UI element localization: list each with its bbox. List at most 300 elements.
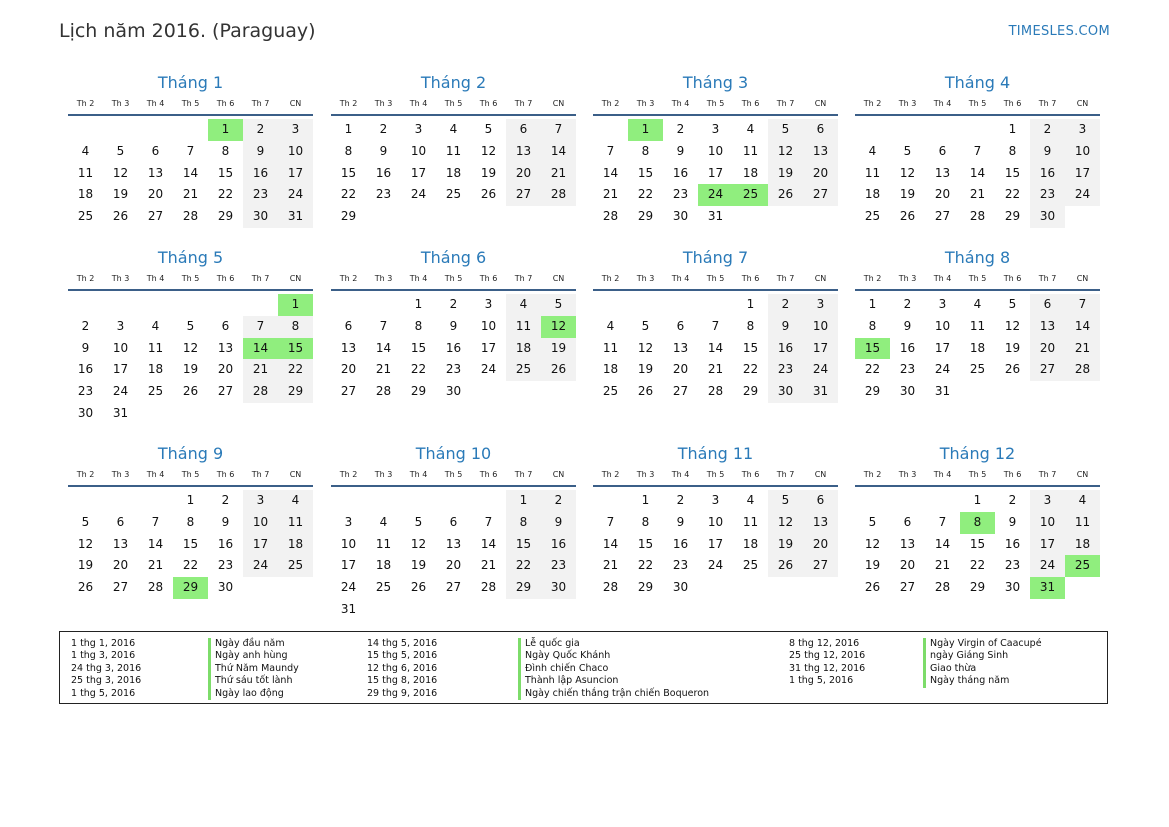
day-cell[interactable]: 27 [445,580,462,595]
day-cell[interactable]: 21 [969,187,986,202]
day-cell[interactable]: 10 [707,514,724,529]
day-cell[interactable]: 6 [221,318,230,333]
day-cell[interactable]: 15 [1004,165,1021,180]
day-cell[interactable]: 8 [1008,143,1017,158]
day-cell[interactable]: 26 [541,359,576,381]
day-cell[interactable]: 6 [676,318,685,333]
day-cell[interactable]: 29 [506,577,541,599]
day-cell[interactable]: 21 [1065,338,1100,360]
day-cell[interactable]: 16 [243,163,278,185]
day-cell[interactable]: 29 [637,209,654,224]
day-cell[interactable]: 31 [934,384,951,399]
day-cell[interactable]: 18 [742,536,759,551]
day-cell[interactable]: 17 [707,165,724,180]
day-cell[interactable]: 21 [541,163,576,185]
day-cell[interactable]: 20 [899,558,916,573]
day-cell[interactable]: 5 [116,143,125,158]
day-cell[interactable]: 8 [960,512,995,534]
day-cell[interactable]: 15 [410,340,427,355]
day-cell[interactable]: 10 [1065,141,1100,163]
day-cell[interactable]: 13 [147,165,164,180]
day-cell[interactable]: 26 [1004,362,1021,377]
day-cell[interactable]: 4 [746,493,755,507]
day-cell[interactable]: 25 [445,187,462,202]
day-cell[interactable]: 19 [410,558,427,573]
day-cell[interactable]: 1 [186,493,195,507]
day-cell[interactable]: 12 [768,141,803,163]
day-cell[interactable]: 1 [973,493,982,507]
day-cell[interactable]: 23 [541,555,576,577]
day-cell[interactable]: 24 [803,359,838,381]
day-cell[interactable]: 16 [672,165,689,180]
day-cell[interactable]: 11 [969,318,986,333]
day-cell[interactable]: 16 [445,340,462,355]
day-cell[interactable]: 8 [506,512,541,534]
day-cell[interactable]: 19 [480,165,497,180]
day-cell[interactable]: 18 [969,340,986,355]
day-cell[interactable]: 11 [506,316,541,338]
day-cell[interactable]: 7 [186,143,195,158]
day-cell[interactable]: 26 [637,384,654,399]
day-cell[interactable]: 16 [77,362,94,377]
day-cell[interactable]: 10 [340,536,357,551]
day-cell[interactable]: 25 [742,558,759,573]
day-cell[interactable]: 23 [672,187,689,202]
day-cell[interactable]: 4 [1065,490,1100,512]
day-cell[interactable]: 11 [602,340,619,355]
day-cell[interactable]: 3 [711,122,720,136]
day-cell[interactable]: 5 [484,122,493,136]
day-cell[interactable]: 11 [375,536,392,551]
day-cell[interactable]: 18 [602,362,619,377]
day-cell[interactable]: 30 [541,577,576,599]
day-cell[interactable]: 14 [182,165,199,180]
day-cell[interactable]: 14 [480,536,497,551]
day-cell[interactable]: 11 [445,143,462,158]
day-cell[interactable]: 27 [672,384,689,399]
day-cell[interactable]: 22 [969,558,986,573]
day-cell[interactable]: 8 [414,318,423,333]
day-cell[interactable]: 15 [855,338,890,360]
day-cell[interactable]: 5 [541,294,576,316]
day-cell[interactable]: 13 [112,536,129,551]
day-cell[interactable]: 10 [934,318,951,333]
day-cell[interactable]: 30 [243,206,278,228]
day-cell[interactable]: 13 [899,536,916,551]
day-cell[interactable]: 18 [375,558,392,573]
day-cell[interactable]: 15 [278,338,313,360]
day-cell[interactable]: 19 [899,187,916,202]
day-cell[interactable]: 18 [864,187,881,202]
day-cell[interactable]: 9 [1030,141,1065,163]
day-cell[interactable]: 31 [707,209,724,224]
day-cell[interactable]: 6 [449,514,458,529]
day-cell[interactable]: 20 [340,362,357,377]
day-cell[interactable]: 22 [637,187,654,202]
day-cell[interactable]: 30 [1004,580,1021,595]
day-cell[interactable]: 15 [637,165,654,180]
day-cell[interactable]: 16 [1004,536,1021,551]
day-cell[interactable]: 23 [445,362,462,377]
day-cell[interactable]: 23 [243,184,278,206]
day-cell[interactable]: 20 [672,362,689,377]
day-cell[interactable]: 13 [934,165,951,180]
day-cell[interactable]: 27 [147,209,164,224]
day-cell[interactable]: 3 [1065,119,1100,141]
day-cell[interactable]: 22 [410,362,427,377]
day-cell[interactable]: 21 [602,558,619,573]
day-cell[interactable]: 5 [186,318,195,333]
day-cell[interactable]: 17 [410,165,427,180]
day-cell[interactable]: 24 [1065,184,1100,206]
day-cell[interactable]: 4 [151,318,160,333]
day-cell[interactable]: 12 [182,340,199,355]
day-cell[interactable]: 4 [278,490,313,512]
day-cell[interactable]: 20 [445,558,462,573]
day-cell[interactable]: 28 [707,384,724,399]
day-cell[interactable]: 28 [480,580,497,595]
day-cell[interactable]: 20 [112,558,129,573]
day-cell[interactable]: 5 [768,119,803,141]
day-cell[interactable]: 3 [711,493,720,507]
day-cell[interactable]: 18 [77,187,94,202]
day-cell[interactable]: 29 [637,580,654,595]
day-cell[interactable]: 21 [182,187,199,202]
day-cell[interactable]: 27 [803,555,838,577]
day-cell[interactable]: 18 [1065,534,1100,556]
day-cell[interactable]: 5 [81,514,90,529]
day-cell[interactable]: 9 [903,318,912,333]
day-cell[interactable]: 30 [672,209,689,224]
day-cell[interactable]: 25 [77,209,94,224]
day-cell[interactable]: 19 [768,534,803,556]
day-cell[interactable]: 31 [340,601,357,616]
day-cell[interactable]: 11 [1065,512,1100,534]
day-cell[interactable]: 30 [768,381,803,403]
day-cell[interactable]: 10 [112,340,129,355]
day-cell[interactable]: 28 [243,381,278,403]
day-cell[interactable]: 29 [864,384,881,399]
day-cell[interactable]: 20 [803,163,838,185]
day-cell[interactable]: 12 [768,512,803,534]
day-cell[interactable]: 31 [278,206,313,228]
day-cell[interactable]: 2 [768,294,803,316]
day-cell[interactable]: 7 [379,318,388,333]
day-cell[interactable]: 17 [112,362,129,377]
day-cell[interactable]: 23 [375,187,392,202]
day-cell[interactable]: 22 [1004,187,1021,202]
day-cell[interactable]: 6 [803,119,838,141]
day-cell[interactable]: 22 [637,558,654,573]
day-cell[interactable]: 3 [803,294,838,316]
day-cell[interactable]: 22 [742,362,759,377]
day-cell[interactable]: 9 [379,143,388,158]
day-cell[interactable]: 25 [602,384,619,399]
day-cell[interactable]: 18 [445,165,462,180]
day-cell[interactable]: 29 [173,577,208,599]
day-cell[interactable]: 10 [278,141,313,163]
day-cell[interactable]: 6 [1030,294,1065,316]
day-cell[interactable]: 27 [112,580,129,595]
day-cell[interactable]: 5 [1008,297,1017,311]
day-cell[interactable]: 17 [934,340,951,355]
day-cell[interactable]: 3 [278,119,313,141]
day-cell[interactable]: 10 [480,318,497,333]
day-cell[interactable]: 3 [484,297,493,311]
day-cell[interactable]: 26 [899,209,916,224]
day-cell[interactable]: 7 [1065,294,1100,316]
day-cell[interactable]: 15 [969,536,986,551]
day-cell[interactable]: 11 [147,340,164,355]
day-cell[interactable]: 29 [278,381,313,403]
day-cell[interactable]: 21 [707,362,724,377]
day-cell[interactable]: 30 [77,405,94,420]
day-cell[interactable]: 3 [938,297,947,311]
day-cell[interactable]: 31 [112,405,129,420]
day-cell[interactable]: 27 [803,184,838,206]
day-cell[interactable]: 15 [506,534,541,556]
day-cell[interactable]: 29 [217,209,234,224]
day-cell[interactable]: 26 [480,187,497,202]
day-cell[interactable]: 21 [480,558,497,573]
day-cell[interactable]: 23 [768,359,803,381]
day-cell[interactable]: 27 [506,184,541,206]
day-cell[interactable]: 22 [217,187,234,202]
day-cell[interactable]: 2 [676,493,685,507]
day-cell[interactable]: 19 [768,163,803,185]
day-cell[interactable]: 12 [899,165,916,180]
day-cell[interactable]: 21 [147,558,164,573]
day-cell[interactable]: 13 [217,340,234,355]
day-cell[interactable]: 30 [1030,206,1065,228]
day-cell[interactable]: 9 [243,141,278,163]
day-cell[interactable]: 19 [637,362,654,377]
day-cell[interactable]: 26 [77,580,94,595]
day-cell[interactable]: 21 [375,362,392,377]
day-cell[interactable]: 10 [410,143,427,158]
day-cell[interactable]: 2 [541,490,576,512]
day-cell[interactable]: 2 [1008,493,1017,507]
day-cell[interactable]: 20 [1030,338,1065,360]
day-cell[interactable]: 10 [707,143,724,158]
day-cell[interactable]: 8 [641,143,650,158]
day-cell[interactable]: 2 [1030,119,1065,141]
day-cell[interactable]: 13 [340,340,357,355]
day-cell[interactable]: 17 [1065,163,1100,185]
day-cell[interactable]: 24 [1030,555,1065,577]
day-cell[interactable]: 9 [676,514,685,529]
day-cell[interactable]: 9 [541,512,576,534]
day-cell[interactable]: 11 [742,514,759,529]
day-cell[interactable]: 2 [243,119,278,141]
day-cell[interactable]: 25 [1065,555,1100,577]
day-cell[interactable]: 6 [938,143,947,158]
day-cell[interactable]: 18 [506,338,541,360]
day-cell[interactable]: 3 [1030,490,1065,512]
day-cell[interactable]: 3 [414,122,423,136]
day-cell[interactable]: 1 [208,119,243,141]
day-cell[interactable]: 29 [742,384,759,399]
day-cell[interactable]: 15 [217,165,234,180]
day-cell[interactable]: 1 [344,122,353,136]
day-cell[interactable]: 10 [243,512,278,534]
day-cell[interactable]: 24 [340,580,357,595]
day-cell[interactable]: 23 [672,558,689,573]
day-cell[interactable]: 25 [969,362,986,377]
day-cell[interactable]: 26 [182,384,199,399]
day-cell[interactable]: 12 [864,536,881,551]
day-cell[interactable]: 26 [112,209,129,224]
day-cell[interactable]: 28 [934,580,951,595]
day-cell[interactable]: 31 [803,381,838,403]
day-cell[interactable]: 13 [803,512,838,534]
day-cell[interactable]: 15 [340,165,357,180]
day-cell[interactable]: 6 [151,143,160,158]
day-cell[interactable]: 12 [410,536,427,551]
day-cell[interactable]: 8 [868,318,877,333]
day-cell[interactable]: 26 [864,580,881,595]
day-cell[interactable]: 10 [803,316,838,338]
day-cell[interactable]: 30 [672,580,689,595]
day-cell[interactable]: 24 [934,362,951,377]
day-cell[interactable]: 28 [1065,359,1100,381]
day-cell[interactable]: 7 [151,514,160,529]
day-cell[interactable]: 26 [410,580,427,595]
day-cell[interactable]: 17 [340,558,357,573]
day-cell[interactable]: 29 [340,209,357,224]
day-cell[interactable]: 19 [112,187,129,202]
day-cell[interactable]: 11 [278,512,313,534]
day-cell[interactable]: 12 [541,316,576,338]
day-cell[interactable]: 1 [278,294,313,316]
day-cell[interactable]: 5 [768,490,803,512]
day-cell[interactable]: 16 [672,536,689,551]
day-cell[interactable]: 6 [803,490,838,512]
day-cell[interactable]: 27 [217,384,234,399]
day-cell[interactable]: 28 [602,580,619,595]
day-cell[interactable]: 9 [768,316,803,338]
day-cell[interactable]: 1 [746,297,755,311]
day-cell[interactable]: 9 [1008,514,1017,529]
day-cell[interactable]: 15 [742,340,759,355]
day-cell[interactable]: 27 [899,580,916,595]
day-cell[interactable]: 7 [973,143,982,158]
day-cell[interactable]: 29 [1004,209,1021,224]
day-cell[interactable]: 10 [1030,512,1065,534]
day-cell[interactable]: 8 [278,316,313,338]
day-cell[interactable]: 17 [1030,534,1065,556]
day-cell[interactable]: 29 [969,580,986,595]
day-cell[interactable]: 4 [379,514,388,529]
day-cell[interactable]: 4 [81,143,90,158]
day-cell[interactable]: 25 [506,359,541,381]
site-brand-link[interactable]: TIMESLES.COM [1008,24,1110,39]
day-cell[interactable]: 26 [768,555,803,577]
day-cell[interactable]: 21 [602,187,619,202]
day-cell[interactable]: 3 [344,514,353,529]
day-cell[interactable]: 11 [77,165,94,180]
day-cell[interactable]: 13 [803,141,838,163]
day-cell[interactable]: 28 [182,209,199,224]
day-cell[interactable]: 15 [637,536,654,551]
day-cell[interactable]: 4 [868,143,877,158]
day-cell[interactable]: 11 [742,143,759,158]
day-cell[interactable]: 30 [217,580,234,595]
day-cell[interactable]: 24 [112,384,129,399]
day-cell[interactable]: 29 [410,384,427,399]
day-cell[interactable]: 8 [186,514,195,529]
day-cell[interactable]: 2 [903,297,912,311]
day-cell[interactable]: 28 [147,580,164,595]
day-cell[interactable]: 13 [506,141,541,163]
day-cell[interactable]: 27 [934,209,951,224]
day-cell[interactable]: 19 [864,558,881,573]
day-cell[interactable]: 19 [182,362,199,377]
day-cell[interactable]: 7 [606,514,615,529]
day-cell[interactable]: 8 [746,318,755,333]
day-cell[interactable]: 16 [899,340,916,355]
day-cell[interactable]: 6 [506,119,541,141]
day-cell[interactable]: 20 [506,163,541,185]
day-cell[interactable]: 17 [278,163,313,185]
day-cell[interactable]: 22 [506,555,541,577]
day-cell[interactable]: 9 [676,143,685,158]
day-cell[interactable]: 4 [506,294,541,316]
day-cell[interactable]: 16 [768,338,803,360]
day-cell[interactable]: 19 [1004,340,1021,355]
day-cell[interactable]: 8 [344,143,353,158]
day-cell[interactable]: 5 [903,143,912,158]
day-cell[interactable]: 13 [672,340,689,355]
day-cell[interactable]: 2 [676,122,685,136]
day-cell[interactable]: 1 [628,119,663,141]
day-cell[interactable]: 25 [375,580,392,595]
day-cell[interactable]: 20 [217,362,234,377]
day-cell[interactable]: 1 [1008,122,1017,136]
day-cell[interactable]: 14 [707,340,724,355]
day-cell[interactable]: 19 [541,338,576,360]
day-cell[interactable]: 25 [864,209,881,224]
day-cell[interactable]: 1 [414,297,423,311]
day-cell[interactable]: 25 [147,384,164,399]
day-cell[interactable]: 7 [938,514,947,529]
day-cell[interactable]: 24 [243,555,278,577]
day-cell[interactable]: 30 [445,384,462,399]
day-cell[interactable]: 31 [1030,577,1065,599]
day-cell[interactable]: 28 [969,209,986,224]
day-cell[interactable]: 23 [899,362,916,377]
day-cell[interactable]: 26 [768,184,803,206]
day-cell[interactable]: 16 [541,534,576,556]
day-cell[interactable]: 18 [742,165,759,180]
day-cell[interactable]: 4 [746,122,755,136]
day-cell[interactable]: 3 [116,318,125,333]
day-cell[interactable]: 23 [1030,184,1065,206]
day-cell[interactable]: 2 [449,297,458,311]
day-cell[interactable]: 14 [243,338,278,360]
day-cell[interactable]: 19 [77,558,94,573]
day-cell[interactable]: 1 [868,297,877,311]
day-cell[interactable]: 8 [221,143,230,158]
day-cell[interactable]: 13 [445,536,462,551]
day-cell[interactable]: 24 [480,362,497,377]
day-cell[interactable]: 25 [278,555,313,577]
day-cell[interactable]: 12 [637,340,654,355]
day-cell[interactable]: 17 [243,534,278,556]
day-cell[interactable]: 20 [147,187,164,202]
day-cell[interactable]: 11 [864,165,881,180]
day-cell[interactable]: 4 [449,122,458,136]
